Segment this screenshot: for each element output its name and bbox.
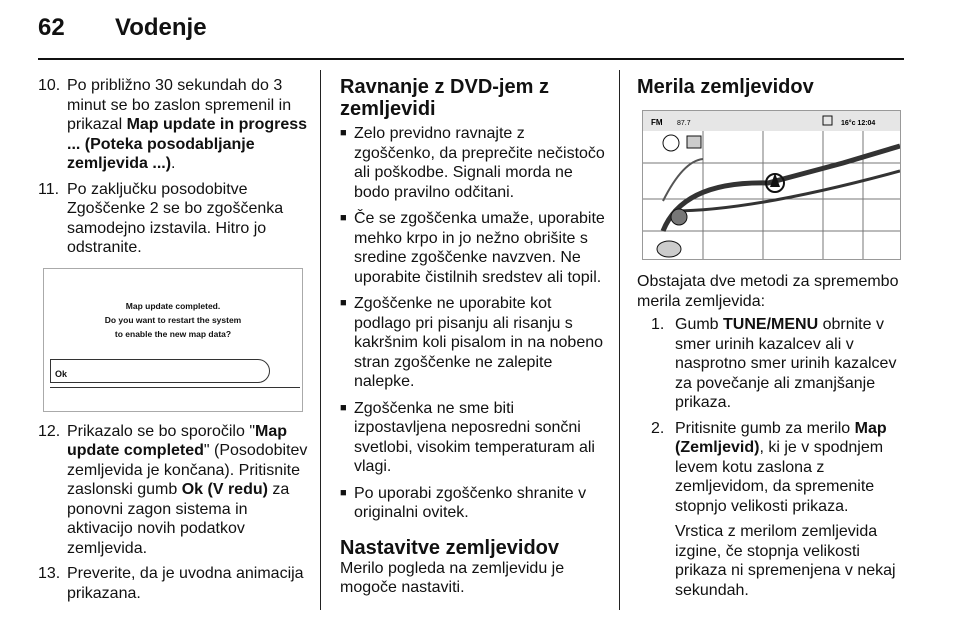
map-illustration <box>643 111 900 259</box>
temp-time: 16°c 12:04 <box>841 120 876 127</box>
map-scale-button-icon <box>657 241 681 257</box>
column-divider-2 <box>619 70 620 610</box>
bullet-icon: ■ <box>340 127 347 139</box>
page-number: 62 <box>38 14 65 41</box>
step-text: Prikazalo se bo sporočilo "Map update completed" (Posodobitev zemljevida je končana). Pritisnite zaslonski gumb Ok (V redu) za ponovni zagon sistema in aktivacijo novih podatkov zemljevida. <box>67 422 308 557</box>
scale-method-2: 2. Pritisnite gumb za merilo Map (Zemljevid), ki je v spodnjem levem kotu zaslona z zemljevidom, da spremenite stopnjo velikosti prikaza. <box>651 419 905 517</box>
map-grid <box>643 131 900 259</box>
ok-button[interactable] <box>50 359 270 383</box>
step-text: Preverite, da je uvodna animacija prikazana. <box>67 565 304 602</box>
radio-frequency: 87.7 <box>677 120 691 127</box>
step-number: 13. <box>38 565 61 582</box>
screen-divider <box>50 387 300 388</box>
ok-label: Ok <box>55 368 68 379</box>
scale-intro: Obstajata dve metodi za spremembo merila zemljevida: <box>637 273 899 310</box>
section-title: Vodenje <box>115 14 207 41</box>
map-settings-paragraph: Merilo pogleda na zemljevidu je mogoče nastaviti. <box>340 559 565 596</box>
step-12 <box>38 422 310 559</box>
heading-map-scales: Merila zemljevidov <box>637 76 814 98</box>
bullet-item: ■ Zgoščenka ne sme biti izpostavljena neposredni sončni svetlobi, visokim temperaturam ali vlagi. <box>340 399 595 475</box>
step-text: Gumb TUNE/MENU obrnite v smer urinih kazalcev ali v nasprotno smer urinih kazalcev za povečanje ali zmanjšanje prikaza. <box>675 316 897 411</box>
bullet-icon: ■ <box>340 401 347 414</box>
bullet-icon: ■ <box>340 486 347 499</box>
map-screen <box>642 110 901 260</box>
bullet-item: ■ Zelo previdno ravnajte z zgoščenko, da preprečite nečistočo ali poškodbe. Signali morda ne bodo pravilno odčitani. <box>340 125 605 201</box>
compass-icon <box>663 135 679 151</box>
traffic-icon <box>687 136 701 148</box>
update-complete-screen <box>43 268 303 412</box>
step-11 <box>38 180 310 258</box>
screen-message-line: Map update completed. <box>125 300 221 311</box>
step-number: 11. <box>38 180 60 198</box>
radio-band: FM <box>651 118 663 127</box>
column-1 <box>38 76 310 609</box>
column-3 <box>637 76 905 600</box>
bullet-item: ■ Zgoščenke ne uporabite kot podlago pri pisanju ali risanju s kakršnim koli pisalom in na nobeno stran zgoščenke ne zalepite nalepke. <box>340 295 604 390</box>
step-text: Po zaključku posodobitve Zgoščenke 2 se bo zgoščenka samodejno izstavila. Hitro jo odstranite. <box>67 180 284 256</box>
poi-icon <box>671 209 687 225</box>
step-number: 12. <box>38 422 61 440</box>
page-header <box>0 0 960 56</box>
step-text: Po približno 30 sekundah do 3 minut se bo zaslon spremenil in prikazal Map update in progress ... (Poteka posodabljanje zemljevida ...). <box>67 77 308 172</box>
screen-message-line: to enable the new map data? <box>114 328 232 339</box>
bullet-item: ■ Po uporabi zgoščenko shranite v originalni ovitek. <box>340 484 587 521</box>
bullet-icon: ■ <box>340 212 347 224</box>
step-number: 10. <box>38 77 61 94</box>
heading-map-settings: Nastavitve zemljevidov <box>340 536 559 559</box>
screen-message-line: Do you want to restart the system <box>104 314 242 325</box>
scale-method-1: 1. Gumb TUNE/MENU obrnite v smer urinih kazalcev ali v nasprotno smer urinih kazalcev za povečanje ali zmanjšanje prikaza. <box>651 315 905 413</box>
bullet-icon: ■ <box>340 297 347 309</box>
step-10 <box>38 76 310 174</box>
step-text: Pritisnite gumb za merilo Map (Zemljevid), ki je v spodnjem levem kotu zaslona z zemljevidom, da spremenite stopnjo velikosti prikaza. <box>675 419 887 515</box>
column-2 <box>340 76 605 598</box>
column-divider-1 <box>320 70 321 610</box>
step-13 <box>38 564 310 603</box>
heading-dvd-handling: Ravnanje z DVD-jem z zemljevidi <box>340 76 549 120</box>
scale-note: Vrstica z merilom zemljevida izgine, če stopnja velikosti prikaza ni spremenjena v nekaj sekundah. <box>675 523 896 599</box>
header-rule <box>38 58 904 60</box>
bullet-item: ■ Če se zgoščenka umaže, uporabite mehko krpo in jo nežno obrišite s sredine zgoščenke navzven. Ne uporabite čistilnih sredstev ali topil. <box>340 210 605 286</box>
